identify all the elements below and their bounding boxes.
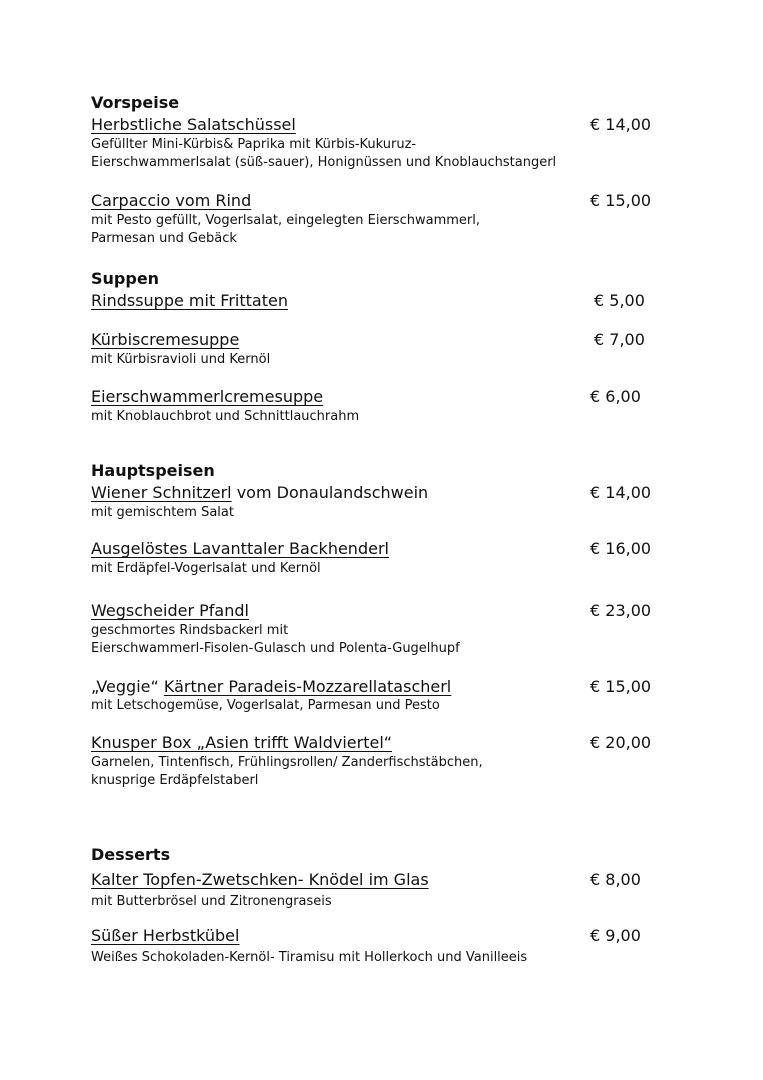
section-heading-desserts: Desserts: [91, 845, 171, 864]
dish-price: € 14,00: [590, 115, 652, 134]
dish-name: Knusper Box „Asien trifft Waldviertel“: [91, 733, 393, 752]
dish-description: mit Butterbrösel und Zitronengraseis: [91, 894, 332, 909]
dish-description: mit gemischtem Salat: [91, 505, 234, 520]
dish-name: Wegscheider Pfandl: [91, 601, 249, 620]
section-heading-hauptspeisen: Hauptspeisen: [91, 461, 215, 480]
dish-description: mit Knoblauchbrot und Schnittlauchrahm: [91, 409, 360, 424]
dish-name: Carpaccio vom Rind: [91, 191, 252, 210]
dish-price: € 8,00: [590, 870, 641, 889]
dish-description: Weißes Schokoladen-Kernöl- Tiramisu mit Hollerkoch und Vanilleeis: [91, 950, 528, 965]
section-heading-suppen: Suppen: [91, 269, 160, 288]
dish-price: € 20,00: [590, 733, 652, 752]
dish-description: Gefüllter Mini-Kürbis& Paprika mit Kürbis-Kukuruz-: [91, 137, 417, 152]
dish-name: Ausgelöstes Lavanttaler Backhenderl: [91, 539, 389, 558]
dish-price: € 14,00: [590, 483, 652, 502]
dish-name: Süßer Herbstkübel: [91, 926, 240, 945]
dish-description: mit Kürbisravioli und Kernöl: [91, 352, 271, 367]
dish-description: Eierschwammerl-Fisolen-Gulasch und Polenta-Gugelhupf: [91, 641, 460, 656]
dish-name: Kürbiscremesuppe: [91, 330, 240, 349]
dish-price: € 5,00: [594, 291, 645, 310]
dish-price: € 16,00: [590, 539, 652, 558]
section-heading-vorspeise: Vorspeise: [91, 93, 180, 112]
dish-price: € 15,00: [590, 191, 652, 210]
dish-description: mit Letschogemüse, Vogerlsalat, Parmesan und Pesto: [91, 698, 440, 713]
dish-description: mit Pesto gefüllt, Vogerlsalat, eingelegten Eierschwammerl,: [91, 213, 480, 228]
dish-name: „Veggie“ Kärtner Paradeis-Mozzarellatascherl: [91, 677, 452, 696]
dish-description: Eierschwammerlsalat (süß-sauer), Honignüssen und Knoblauchstangerl: [91, 155, 557, 170]
dish-name: Eierschwammerlcremesuppe: [91, 387, 324, 406]
dish-name: Wiener Schnitzerl vom Donaulandschwein: [91, 483, 429, 502]
dish-description: Parmesan und Gebäck: [91, 231, 237, 246]
dish-description: knusprige Erdäpfelstaberl: [91, 773, 259, 788]
dish-price: € 7,00: [594, 330, 645, 349]
dish-price: € 23,00: [590, 601, 652, 620]
dish-description: Garnelen, Tintenfisch, Frühlingsrollen/ Zanderfischstäbchen,: [91, 755, 483, 770]
dish-name: Herbstliche Salatschüssel: [91, 115, 296, 134]
dish-name: Kalter Topfen-Zwetschken- Knödel im Glas: [91, 870, 429, 889]
dish-name: Rindssuppe mit Frittaten: [91, 291, 288, 310]
dish-description: geschmortes Rindsbackerl mit: [91, 623, 289, 638]
dish-price: € 6,00: [590, 387, 641, 406]
dish-price: € 15,00: [590, 677, 652, 696]
dish-price: € 9,00: [590, 926, 641, 945]
dish-description: mit Erdäpfel-Vogerlsalat und Kernöl: [91, 561, 321, 576]
